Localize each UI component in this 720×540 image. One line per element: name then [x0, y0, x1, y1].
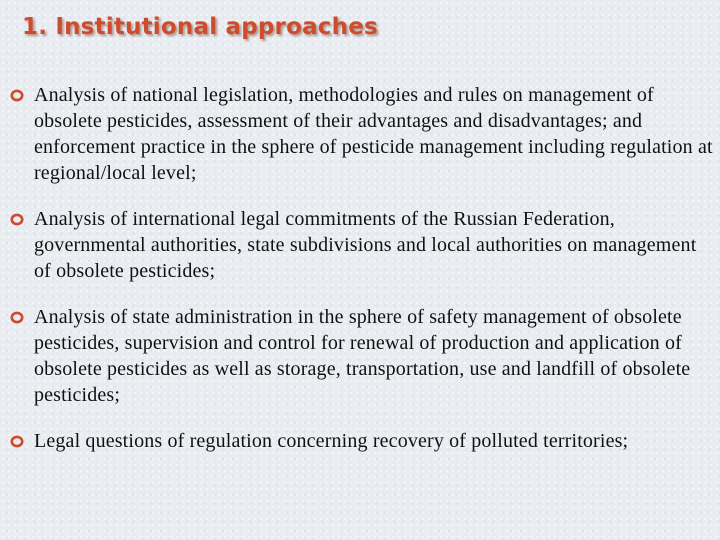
bullet-item [0, 82, 720, 186]
ring-bullet-icon [10, 213, 24, 226]
bullet-text: Analysis of national legislation, methodologies and rules on management of obsolete pesticides, assessment of their advantages and disadvantages; and enforcement practice in the sphere of pesticide management including regulation at regional/local level; [34, 84, 713, 184]
bullet-text: Analysis of international legal commitments of the Russian Federation, governmental authorities, state subdivisions and local authorities on management of obsolete pesticides; [34, 208, 697, 282]
ring-bullet-icon [10, 311, 24, 324]
ring-bullet-icon [10, 435, 24, 448]
bullet-item [0, 304, 720, 408]
bullet-text: Analysis of state administration in the sphere of safety management of obsolete pesticides, supervision and control for renewal of production and application of obsolete pesticides as well as storage, transportation, use and landfill of obsolete pesticides; [34, 306, 691, 406]
bullet-list [0, 82, 720, 454]
ring-bullet-icon [10, 89, 24, 102]
bullet-text: Legal questions of regulation concerning recovery of polluted territories; [34, 430, 629, 452]
bullet-item [0, 428, 720, 454]
slide-title: 1. Institutional approaches [22, 14, 378, 40]
bullet-item [0, 206, 720, 284]
